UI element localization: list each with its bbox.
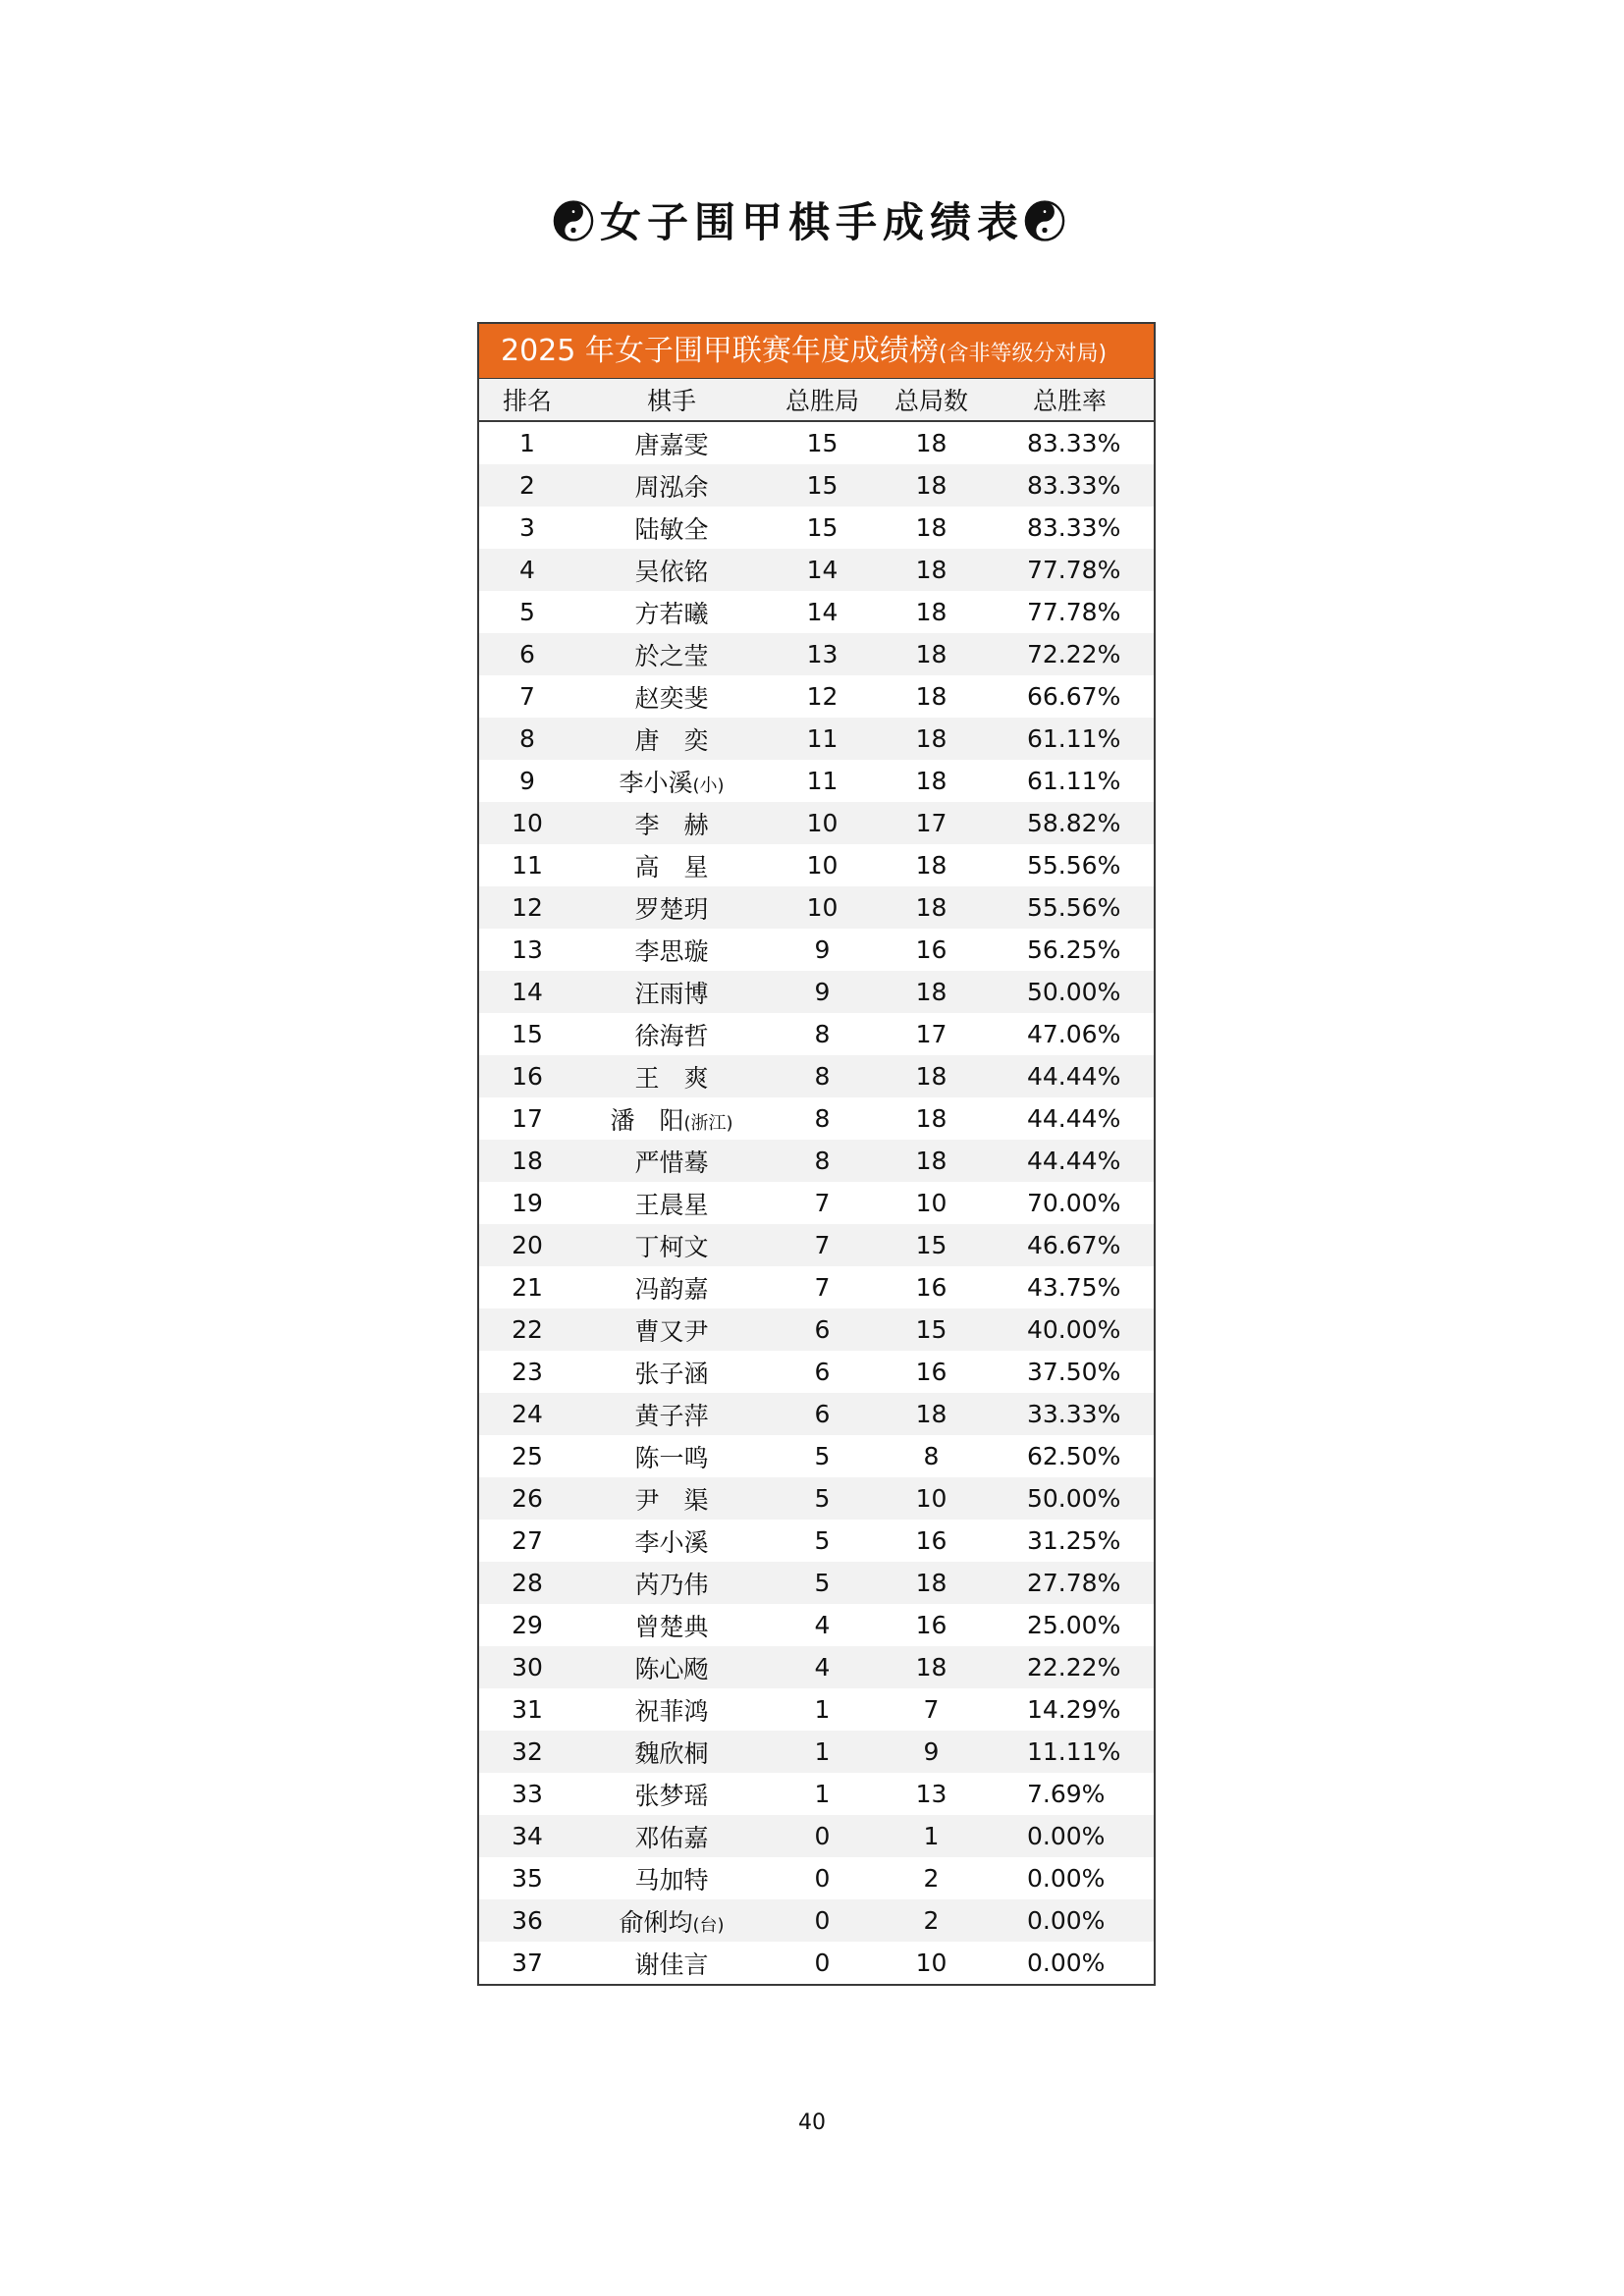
- win-rate-cell: 43.75%: [1027, 1273, 1121, 1302]
- games-cell: 18: [877, 1562, 986, 1604]
- win-rate-cell: 22.22%: [986, 1646, 1154, 1688]
- rank-cell: 30: [479, 1646, 575, 1688]
- player-name-cell: [575, 1688, 768, 1731]
- wins-cell: 9: [814, 935, 831, 964]
- win-rate-cell: 46.67%: [986, 1224, 1154, 1266]
- wins-cell: 0: [768, 1899, 877, 1942]
- wins-cell: 7: [814, 1273, 831, 1302]
- win-rate-cell: 83.33%: [1027, 513, 1121, 542]
- rank-cell: 35: [512, 1864, 543, 1893]
- win-rate-cell: 47.06%: [1027, 1020, 1121, 1048]
- games-cell: 18: [915, 767, 947, 795]
- player-name: 李 赫: [634, 810, 709, 839]
- table-banner: [479, 324, 1154, 379]
- player-name-cell: [575, 675, 768, 718]
- table-row: [479, 1815, 1154, 1857]
- win-rate-cell: 58.82%: [986, 802, 1154, 844]
- wins-cell: 5: [768, 1477, 877, 1520]
- player-name: 芮乃伟: [634, 1570, 709, 1599]
- player-name: 周泓余: [634, 472, 709, 502]
- table-row: [479, 1942, 1154, 1984]
- win-rate-cell: 50.00%: [986, 971, 1154, 1013]
- rank-cell: 26: [479, 1477, 575, 1520]
- wins-cell: 4: [814, 1611, 831, 1639]
- player-name: 严惜蓦: [634, 1148, 709, 1177]
- table-row: [479, 1562, 1154, 1604]
- games-cell: 18: [877, 1393, 986, 1435]
- standings-table-container: [477, 322, 1156, 1986]
- rank-cell: 29: [512, 1611, 543, 1639]
- win-rate-cell: 72.22%: [986, 633, 1154, 675]
- player-name-cell: [575, 1351, 768, 1393]
- player-name-cell: [575, 507, 768, 549]
- table-row: [479, 802, 1154, 844]
- player-name: 赵奕斐: [634, 683, 709, 713]
- player-name: 吴依铭: [634, 557, 709, 586]
- table-row: [479, 1899, 1154, 1942]
- wins-cell: 6: [814, 1358, 831, 1386]
- table-row: [479, 718, 1154, 760]
- rank-cell: 21: [512, 1273, 543, 1302]
- player-name: 邓佑嘉: [634, 1823, 709, 1852]
- player-name-cell: [575, 1942, 768, 1984]
- rank-cell: 24: [479, 1393, 575, 1435]
- player-name: 陈心飏: [634, 1654, 709, 1683]
- win-rate-cell: 7.69%: [1027, 1780, 1106, 1808]
- win-rate-cell: 0.00%: [986, 1899, 1154, 1942]
- player-name-cell: [575, 971, 768, 1013]
- player-name-cell: [575, 1520, 768, 1562]
- player-name: 方若曦: [634, 599, 709, 628]
- games-cell: 10: [915, 1189, 947, 1217]
- player-name-cell: [575, 1055, 768, 1097]
- table-row: [479, 1182, 1154, 1224]
- win-rate-cell: 27.78%: [986, 1562, 1154, 1604]
- player-name-cell: [575, 844, 768, 886]
- win-rate-cell: 55.56%: [986, 886, 1154, 929]
- games-cell: 18: [915, 851, 947, 880]
- games-cell: 8: [923, 1442, 940, 1470]
- player-name: 祝菲鸿: [634, 1696, 709, 1726]
- wins-cell: 5: [814, 1442, 831, 1470]
- rank-cell: 14: [479, 971, 575, 1013]
- player-name-cell: [575, 1773, 768, 1815]
- rank-cell: 32: [479, 1731, 575, 1773]
- table-row: [479, 1604, 1154, 1646]
- table-row: [479, 844, 1154, 886]
- table-row: [479, 1097, 1154, 1140]
- wins-cell: 9: [768, 971, 877, 1013]
- player-name-cell: [575, 929, 768, 971]
- win-rate-cell: 33.33%: [986, 1393, 1154, 1435]
- player-name: 张子涵: [634, 1359, 709, 1388]
- win-rate-cell: 40.00%: [986, 1308, 1154, 1351]
- player-name: 王 爽: [634, 1063, 709, 1093]
- column-header-player: 棋手: [575, 379, 768, 421]
- player-name-cell: [575, 718, 768, 760]
- player-name-cell: [575, 421, 768, 464]
- games-cell: 16: [915, 1611, 947, 1639]
- win-rate-cell: 44.44%: [986, 1055, 1154, 1097]
- rank-cell: 16: [479, 1055, 575, 1097]
- games-cell: 10: [877, 1477, 986, 1520]
- games-cell: 18: [877, 1140, 986, 1182]
- player-name-cell: [575, 591, 768, 633]
- rank-cell: 5: [519, 598, 535, 626]
- games-cell: 7: [923, 1695, 940, 1724]
- games-cell: 17: [877, 802, 986, 844]
- rank-cell: 9: [519, 767, 535, 795]
- rank-cell: 27: [512, 1526, 543, 1555]
- table-row: [479, 421, 1154, 464]
- table-body: [479, 421, 1154, 1984]
- wins-cell: 1: [814, 1695, 831, 1724]
- player-name-cell: [575, 802, 768, 844]
- games-cell: 15: [877, 1308, 986, 1351]
- player-name-cell: [575, 1013, 768, 1055]
- rank-cell: 20: [479, 1224, 575, 1266]
- player-name: 陈一鸣: [634, 1443, 709, 1472]
- table-row: [479, 1646, 1154, 1688]
- win-rate-cell: 44.44%: [986, 1140, 1154, 1182]
- wins-cell: 11: [806, 767, 839, 795]
- table-row: [479, 1477, 1154, 1520]
- wins-cell: 15: [806, 429, 839, 457]
- table-row: [479, 1308, 1154, 1351]
- win-rate-cell: 14.29%: [1027, 1695, 1121, 1724]
- rank-cell: 22: [479, 1308, 575, 1351]
- player-name: 曾楚典: [634, 1612, 709, 1641]
- rank-cell: 36: [479, 1899, 575, 1942]
- player-name-cell: [575, 633, 768, 675]
- player-name: 曹又尹: [634, 1316, 709, 1346]
- rank-cell: 8: [479, 718, 575, 760]
- table-row: [479, 1351, 1154, 1393]
- win-rate-cell: 56.25%: [1027, 935, 1121, 964]
- table-header-row: [479, 379, 1154, 421]
- player-name: 汪雨博: [634, 979, 709, 1008]
- banner-subtitle: (含非等级分对局): [938, 342, 1108, 366]
- table-row: [479, 591, 1154, 633]
- games-cell: 10: [915, 1949, 947, 1977]
- table-row: [479, 1435, 1154, 1477]
- player-name-cell: [575, 1899, 768, 1942]
- wins-cell: 8: [814, 1020, 831, 1048]
- games-cell: 2: [923, 1864, 940, 1893]
- games-cell: 18: [915, 598, 947, 626]
- player-name: 唐 奕: [634, 725, 709, 755]
- player-name: 俞俐均: [619, 1907, 693, 1937]
- table-row: [479, 1393, 1154, 1435]
- wins-cell: 13: [768, 633, 877, 675]
- table-row: [479, 1688, 1154, 1731]
- rank-cell: 17: [512, 1104, 543, 1133]
- table-row: [479, 675, 1154, 718]
- table-row: [479, 1520, 1154, 1562]
- player-name-cell: [575, 1646, 768, 1688]
- wins-cell: 10: [768, 886, 877, 929]
- table-row: [479, 886, 1154, 929]
- wins-cell: 5: [768, 1562, 877, 1604]
- player-name-cell: [575, 1731, 768, 1773]
- rank-cell: 12: [479, 886, 575, 929]
- rank-cell: 15: [512, 1020, 543, 1048]
- games-cell: 18: [877, 549, 986, 591]
- games-cell: 1: [877, 1815, 986, 1857]
- wins-cell: 12: [806, 682, 839, 711]
- player-name: 王晨星: [634, 1190, 709, 1219]
- win-rate-cell: 61.11%: [986, 718, 1154, 760]
- table-row: [479, 549, 1154, 591]
- games-cell: 16: [915, 1526, 947, 1555]
- win-rate-cell: 61.11%: [1027, 767, 1121, 795]
- rank-cell: 13: [512, 935, 543, 964]
- games-cell: 16: [915, 1358, 947, 1386]
- player-name-cell: [575, 1224, 768, 1266]
- player-name-cell: [575, 549, 768, 591]
- player-name-cell: [575, 1857, 768, 1899]
- player-name: 李思璇: [634, 936, 709, 966]
- games-cell: 18: [877, 464, 986, 507]
- games-cell: 2: [877, 1899, 986, 1942]
- win-rate-cell: 83.33%: [986, 464, 1154, 507]
- player-name: 李小溪: [634, 1527, 709, 1557]
- player-name: 张梦瑶: [634, 1781, 709, 1810]
- player-name-cell: [575, 1393, 768, 1435]
- player-name-suffix: (台): [692, 1914, 725, 1936]
- player-name-cell: [575, 1562, 768, 1604]
- rank-cell: 33: [512, 1780, 543, 1808]
- games-cell: 18: [915, 513, 947, 542]
- player-name: 李小溪: [619, 768, 693, 797]
- table-row: [479, 633, 1154, 675]
- rank-cell: 28: [479, 1562, 575, 1604]
- player-name-cell: [575, 1815, 768, 1857]
- table-row: [479, 760, 1154, 802]
- banner-title: 2025 年女子围甲联赛年度成绩榜: [501, 334, 939, 368]
- games-cell: 13: [915, 1780, 947, 1808]
- player-name-cell: [575, 1604, 768, 1646]
- table-row: [479, 464, 1154, 507]
- win-rate-cell: 0.00%: [986, 1815, 1154, 1857]
- wins-cell: 5: [814, 1526, 831, 1555]
- games-cell: 16: [915, 935, 947, 964]
- player-name-cell: [575, 1266, 768, 1308]
- wins-cell: 0: [768, 1815, 877, 1857]
- win-rate-cell: 37.50%: [1027, 1358, 1121, 1386]
- wins-cell: 0: [814, 1864, 831, 1893]
- wins-cell: 6: [768, 1393, 877, 1435]
- wins-cell: 8: [768, 1140, 877, 1182]
- wins-cell: 8: [814, 1104, 831, 1133]
- wins-cell: 10: [806, 851, 839, 880]
- win-rate-cell: 55.56%: [1027, 851, 1121, 880]
- player-name: 谢佳言: [634, 1949, 709, 1979]
- wins-cell: 14: [768, 549, 877, 591]
- games-cell: 18: [915, 1104, 947, 1133]
- games-cell: 18: [915, 682, 947, 711]
- player-name: 高 星: [634, 852, 709, 881]
- column-header-games: 总局数: [877, 379, 986, 421]
- rank-cell: 34: [479, 1815, 575, 1857]
- player-name-cell: [575, 886, 768, 929]
- rank-cell: 18: [479, 1140, 575, 1182]
- games-cell: 18: [877, 1646, 986, 1688]
- player-name-cell: [575, 1140, 768, 1182]
- player-name-cell: [575, 1435, 768, 1477]
- wins-cell: 7: [768, 1224, 877, 1266]
- rank-cell: 7: [519, 682, 535, 711]
- player-name-cell: [575, 1182, 768, 1224]
- table-row: [479, 1140, 1154, 1182]
- table-row: [479, 1224, 1154, 1266]
- table-row: [479, 971, 1154, 1013]
- win-rate-cell: 25.00%: [1027, 1611, 1121, 1639]
- games-cell: 15: [877, 1224, 986, 1266]
- standings-table: [479, 379, 1154, 1984]
- games-cell: 18: [877, 718, 986, 760]
- win-rate-cell: 0.00%: [1027, 1949, 1106, 1977]
- games-cell: 9: [877, 1731, 986, 1773]
- rank-cell: 11: [512, 851, 543, 880]
- player-name-cell: [575, 1097, 768, 1140]
- win-rate-cell: 83.33%: [1027, 429, 1121, 457]
- wins-cell: 8: [768, 1055, 877, 1097]
- rank-cell: 37: [512, 1949, 543, 1977]
- rank-cell: 31: [512, 1695, 543, 1724]
- games-cell: 18: [915, 429, 947, 457]
- table-row: [479, 929, 1154, 971]
- player-name-suffix: (浙江): [683, 1112, 733, 1134]
- win-rate-cell: 62.50%: [1027, 1442, 1121, 1470]
- rank-cell: 19: [512, 1189, 543, 1217]
- win-rate-cell: 70.00%: [1027, 1189, 1121, 1217]
- win-rate-cell: 77.78%: [1027, 598, 1121, 626]
- rank-cell: 2: [479, 464, 575, 507]
- rank-cell: 3: [519, 513, 535, 542]
- wins-cell: 11: [768, 718, 877, 760]
- wins-cell: 0: [814, 1949, 831, 1977]
- win-rate-cell: 50.00%: [986, 1477, 1154, 1520]
- player-name-cell: [575, 1308, 768, 1351]
- games-cell: 18: [877, 971, 986, 1013]
- rank-cell: 10: [479, 802, 575, 844]
- table-row: [479, 1731, 1154, 1773]
- column-header-win-rate: 总胜率: [986, 379, 1154, 421]
- player-name: 马加特: [634, 1865, 709, 1895]
- player-name-cell: [575, 760, 768, 802]
- wins-cell: 4: [768, 1646, 877, 1688]
- player-name-cell: [575, 464, 768, 507]
- player-name: 罗楚玥: [634, 894, 709, 924]
- column-header-wins: 总胜局: [768, 379, 877, 421]
- games-cell: 18: [877, 1055, 986, 1097]
- win-rate-cell: 77.78%: [986, 549, 1154, 591]
- wins-cell: 1: [768, 1731, 877, 1773]
- wins-cell: 15: [768, 464, 877, 507]
- win-rate-cell: 66.67%: [1027, 682, 1121, 711]
- page-number: 40: [798, 2110, 826, 2135]
- player-name: 尹 渠: [634, 1485, 709, 1515]
- table-row: [479, 1773, 1154, 1815]
- rank-cell: 25: [512, 1442, 543, 1470]
- win-rate-cell: 31.25%: [1027, 1526, 1121, 1555]
- rank-cell: 6: [479, 633, 575, 675]
- table-row: [479, 1857, 1154, 1899]
- games-cell: 18: [877, 886, 986, 929]
- wins-cell: 7: [814, 1189, 831, 1217]
- table-row: [479, 1013, 1154, 1055]
- wins-cell: 15: [806, 513, 839, 542]
- player-name: 於之莹: [634, 641, 709, 670]
- player-name: 唐嘉雯: [634, 430, 709, 459]
- win-rate-cell: 44.44%: [1027, 1104, 1121, 1133]
- column-header-rank: 排名: [479, 379, 575, 421]
- table-row: [479, 507, 1154, 549]
- player-name: 魏欣桐: [634, 1738, 709, 1768]
- win-rate-cell: 0.00%: [1027, 1864, 1106, 1893]
- player-name-cell: [575, 1477, 768, 1520]
- player-name: 冯韵嘉: [634, 1274, 709, 1304]
- games-cell: 17: [915, 1020, 947, 1048]
- rank-cell: 4: [479, 549, 575, 591]
- games-cell: 18: [877, 633, 986, 675]
- games-cell: 16: [915, 1273, 947, 1302]
- page-title: ☯女子围甲棋手成绩表☯: [552, 198, 1071, 246]
- table-row: [479, 1055, 1154, 1097]
- wins-cell: 1: [814, 1780, 831, 1808]
- wins-cell: 14: [806, 598, 839, 626]
- player-name: 徐海哲: [634, 1021, 709, 1050]
- wins-cell: 6: [768, 1308, 877, 1351]
- player-name: 陆敏全: [634, 514, 709, 544]
- win-rate-cell: 11.11%: [986, 1731, 1154, 1773]
- player-name: 丁柯文: [634, 1232, 709, 1261]
- player-name: 潘 阳: [610, 1105, 684, 1135]
- rank-cell: 23: [512, 1358, 543, 1386]
- wins-cell: 10: [768, 802, 877, 844]
- rank-cell: 1: [519, 429, 535, 457]
- player-name-suffix: (小): [692, 774, 725, 796]
- table-row: [479, 1266, 1154, 1308]
- player-name: 黄子萍: [634, 1401, 709, 1430]
